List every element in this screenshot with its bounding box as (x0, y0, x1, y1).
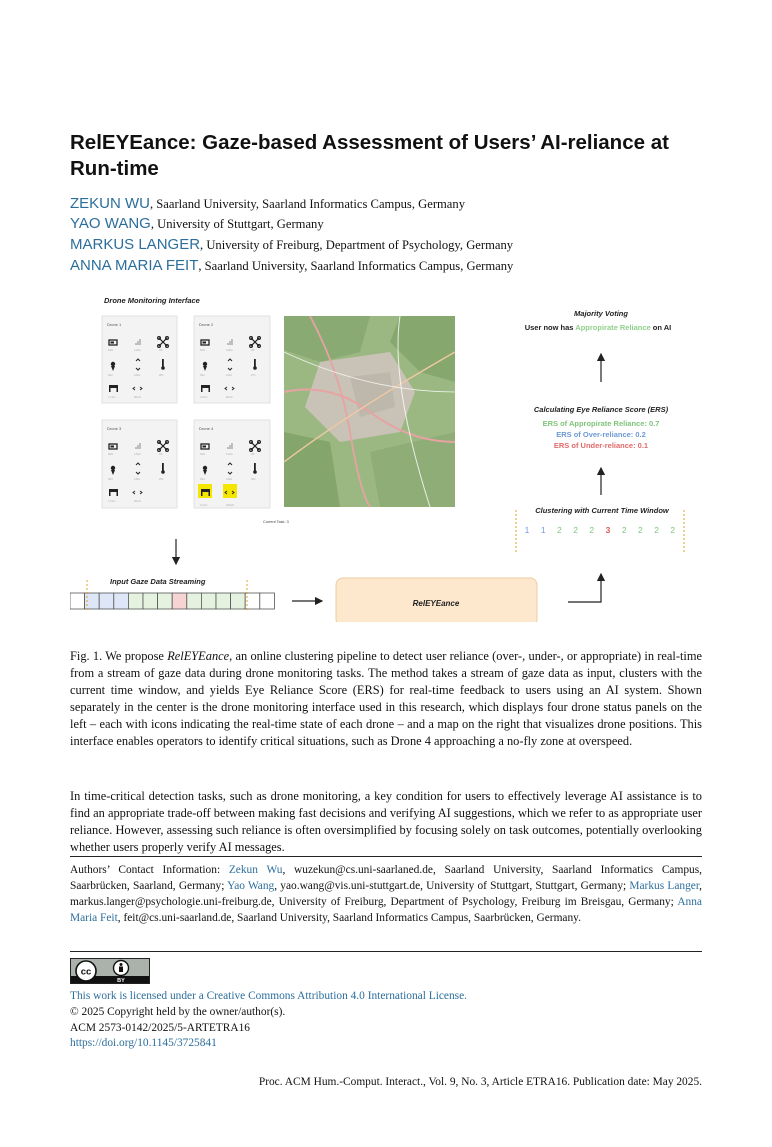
svg-text:54%: 54% (108, 349, 114, 352)
stream-cell (231, 593, 246, 609)
stream-cell (70, 593, 85, 609)
interface-title: Drone Monitoring Interface (104, 296, 200, 305)
ers-score-line: ERS of Appropirate Reliance: 0.7 (542, 419, 660, 428)
page-footer: Proc. ACM Hum.-Comput. Interact., Vol. 9, No. 3, Article ETRA16. Publication date: May 2025. (258, 1076, 702, 1088)
svg-text:OK: OK (251, 349, 255, 352)
svg-text:140m: 140m (226, 478, 233, 481)
gaze-stream-title: Input Gaze Data Streaming (110, 577, 206, 586)
svg-text:N44: N44 (200, 478, 205, 481)
svg-text:N42: N42 (108, 374, 113, 377)
stream-cell (99, 593, 114, 609)
drone-panel-2 (194, 316, 270, 403)
stream-cell (114, 593, 129, 609)
copyright-line: © 2025 Copyright held by the owner/author(s). (70, 1006, 286, 1018)
ers-score-list (543, 419, 660, 450)
author-name[interactable]: ZEKUN WU (70, 195, 150, 212)
body-paragraph: In time-critical detection tasks, such as drone monitoring, a key condition for users to effectively leverage AI assistance is to find an appropriate trade-off between making fast decisions and verifying AI suggestions, which we refer to as appropriate user reliance. However, assessing such reliance is often oversimplified by focusing solely on task outcomes, potentially overlooking whether users properly verify AI messages. (70, 789, 702, 854)
svg-text:6km/h: 6km/h (226, 396, 233, 399)
doi-link[interactable]: https://doi.org/10.1145/3725841 (70, 1037, 217, 1049)
cluster-label: 2 (589, 525, 595, 535)
figure-caption: Fig. 1. We propose RelEYEance, an online clustering pipeline to detect user reliance (over-, under-, or appropriate) in real-time from a stream of gaze data during drone monitoring tasks. The method takes a stream of gaze data as input, clusters with the current time window, and yields Eye Reliance Score (ERS) for real-time feedback to users using an AI system. Shown separately in the center is the drone monitoring interface used in this research, which displays four drone status panels on the left – each with icons indicating the real-time state of each drone – and a map on the right that visualizes drone positions. This interface enables operators to identify critical situations, such as Drone 4 approaching a no-fly zone at overspeed. (70, 649, 702, 748)
svg-text:5km/h: 5km/h (134, 396, 141, 399)
drone-map (284, 316, 455, 507)
acm-number: ACM 2573-0142/2025/5-ARTETRA16 (70, 1021, 250, 1034)
stream-cell (143, 593, 158, 609)
stream-cell (158, 593, 173, 609)
svg-text:29C: 29C (159, 478, 164, 481)
cluster-sequence (525, 525, 676, 535)
svg-text:27C: 27C (251, 374, 256, 377)
drone-panel-4 (194, 420, 270, 508)
reliance-highlight: Appropirate Reliance (575, 323, 651, 332)
svg-text:4.5km: 4.5km (134, 453, 141, 456)
svg-text:3.9km: 3.9km (226, 349, 233, 352)
drone-panel-3 (102, 420, 177, 508)
ers-title: Calculating Eye Reliance Score (ERS) (533, 405, 669, 414)
divider (70, 951, 702, 952)
svg-text:110m: 110m (226, 374, 233, 377)
stream-cell (201, 593, 216, 609)
svg-text:cc: cc (80, 966, 92, 978)
svg-text:OK: OK (251, 453, 255, 456)
panel-label: Drone 4 (199, 426, 214, 431)
gaze-stream-cells (70, 593, 274, 609)
clustering-title: Clustering with Current Time Window (535, 506, 669, 515)
arrow-pipeline-to-clustering (568, 574, 601, 602)
svg-text:5.1km: 5.1km (226, 453, 233, 456)
pipeline-label: RelEYEance (412, 599, 460, 608)
author-name[interactable]: YAO WANG (70, 215, 151, 232)
stream-cell (128, 593, 143, 609)
copyright-block (70, 1005, 285, 1052)
svg-text:120m: 120m (134, 374, 141, 377)
panel-label: Drone 3 (107, 426, 122, 431)
majority-voting-result: User now has Appropirate Reliance on AI (524, 323, 672, 332)
svg-text:1.2 km: 1.2 km (108, 396, 116, 399)
svg-text:1.5 km: 1.5 km (108, 500, 116, 503)
contact-author-link[interactable]: Anna Maria Feit (70, 896, 702, 924)
svg-text:30C: 30C (251, 478, 256, 481)
divider (70, 856, 702, 857)
svg-text:BY: BY (117, 978, 125, 983)
svg-text:N43: N43 (108, 478, 113, 481)
ers-score-line: ERS of Under-reliance: 0.1 (553, 441, 649, 450)
overspeed-warning-highlight (223, 484, 237, 498)
svg-text:N41: N41 (200, 374, 205, 377)
cluster-label: 2 (638, 525, 643, 535)
cluster-label: 2 (557, 525, 562, 535)
contact-author-link[interactable]: Markus Langer (629, 880, 700, 892)
method-name: RelEYEance (167, 649, 230, 663)
ers-score-line: ERS of Over-reliance: 0.2 (556, 430, 646, 439)
svg-text:48%: 48% (108, 453, 114, 456)
contact-author-link[interactable]: Zekun Wu (228, 864, 283, 876)
contact-author-link[interactable]: Yao Wang (227, 880, 275, 892)
author-1: ZEKUN WU, Saarland University, Saarland Informatics Campus, Germany (70, 195, 465, 212)
stream-cell (187, 593, 202, 609)
svg-text:OK: OK (159, 349, 163, 352)
stream-cell (216, 593, 231, 609)
svg-text:28C: 28C (159, 374, 164, 377)
author-2: YAO WANG, University of Stuttgart, Germany (70, 215, 324, 232)
svg-text:4.2km: 4.2km (134, 349, 141, 352)
drone-panel-1 (102, 316, 177, 403)
license-link[interactable]: This work is licensed under a Creative Commons Attribution 4.0 International License. (70, 990, 468, 1002)
author-name[interactable]: ANNA MARIA FEIT (70, 257, 199, 274)
cc-by-badge[interactable] (70, 958, 150, 984)
cluster-label: 1 (540, 525, 546, 535)
paper-title: RelEYEance: Gaze-based Assessment of Users’ AI-reliance at Run-time (70, 131, 669, 180)
figure-1 (70, 292, 702, 622)
author-name[interactable]: MARKUS LANGER (70, 236, 201, 253)
author-4: ANNA MARIA FEIT, Saarland University, Saarland Informatics Campus, Germany (70, 257, 514, 274)
svg-text:0.2 km: 0.2 km (200, 504, 208, 507)
svg-text:22km/h: 22km/h (226, 504, 235, 507)
svg-text:130m: 130m (134, 478, 141, 481)
cluster-label: 2 (621, 525, 627, 535)
current-task-label: Current Task: 3 (263, 520, 289, 524)
cluster-label: 2 (670, 525, 676, 535)
stream-cell (260, 593, 275, 609)
panel-label: Drone 1 (107, 322, 122, 327)
svg-text:39%: 39% (200, 453, 206, 456)
cluster-label: 1 (524, 525, 530, 535)
contact-information: Authors’ Contact Information: Zekun Wu, wuzekun@cs.uni-saarlaned.de, Saarland University, Saarland Informatics Campus, Saarbrücken, Saarland, Germany; Yao Wang, yao.wang@vis.uni-stuttgart.de, University of Stuttgart, Stuttgart, Germany; Markus Langer, markus.langer@psychologie.uni-freiburg.de, University of Freiburg, Department of Psychology, Freiburg im Breisgau, Germany; Anna Maria Feit, feit@cs.uni-saarland.de, Saarland University, Saarland Informatics Campus, Saarbrücken, Germany. (70, 864, 703, 924)
svg-text:62%: 62% (200, 349, 206, 352)
cluster-label: 3 (605, 525, 611, 535)
panel-label: Drone 2 (199, 322, 214, 327)
svg-text:0.8 km: 0.8 km (200, 396, 208, 399)
majority-voting-title: Majority Voting (574, 309, 628, 318)
svg-text:4km/h: 4km/h (134, 500, 141, 503)
author-3: MARKUS LANGER, University of Freiburg, Department of Psychology, Germany (70, 236, 514, 253)
svg-text:OK: OK (159, 453, 163, 456)
cluster-label: 2 (573, 525, 578, 535)
cluster-label: 2 (654, 525, 659, 535)
stream-cell (172, 593, 187, 609)
